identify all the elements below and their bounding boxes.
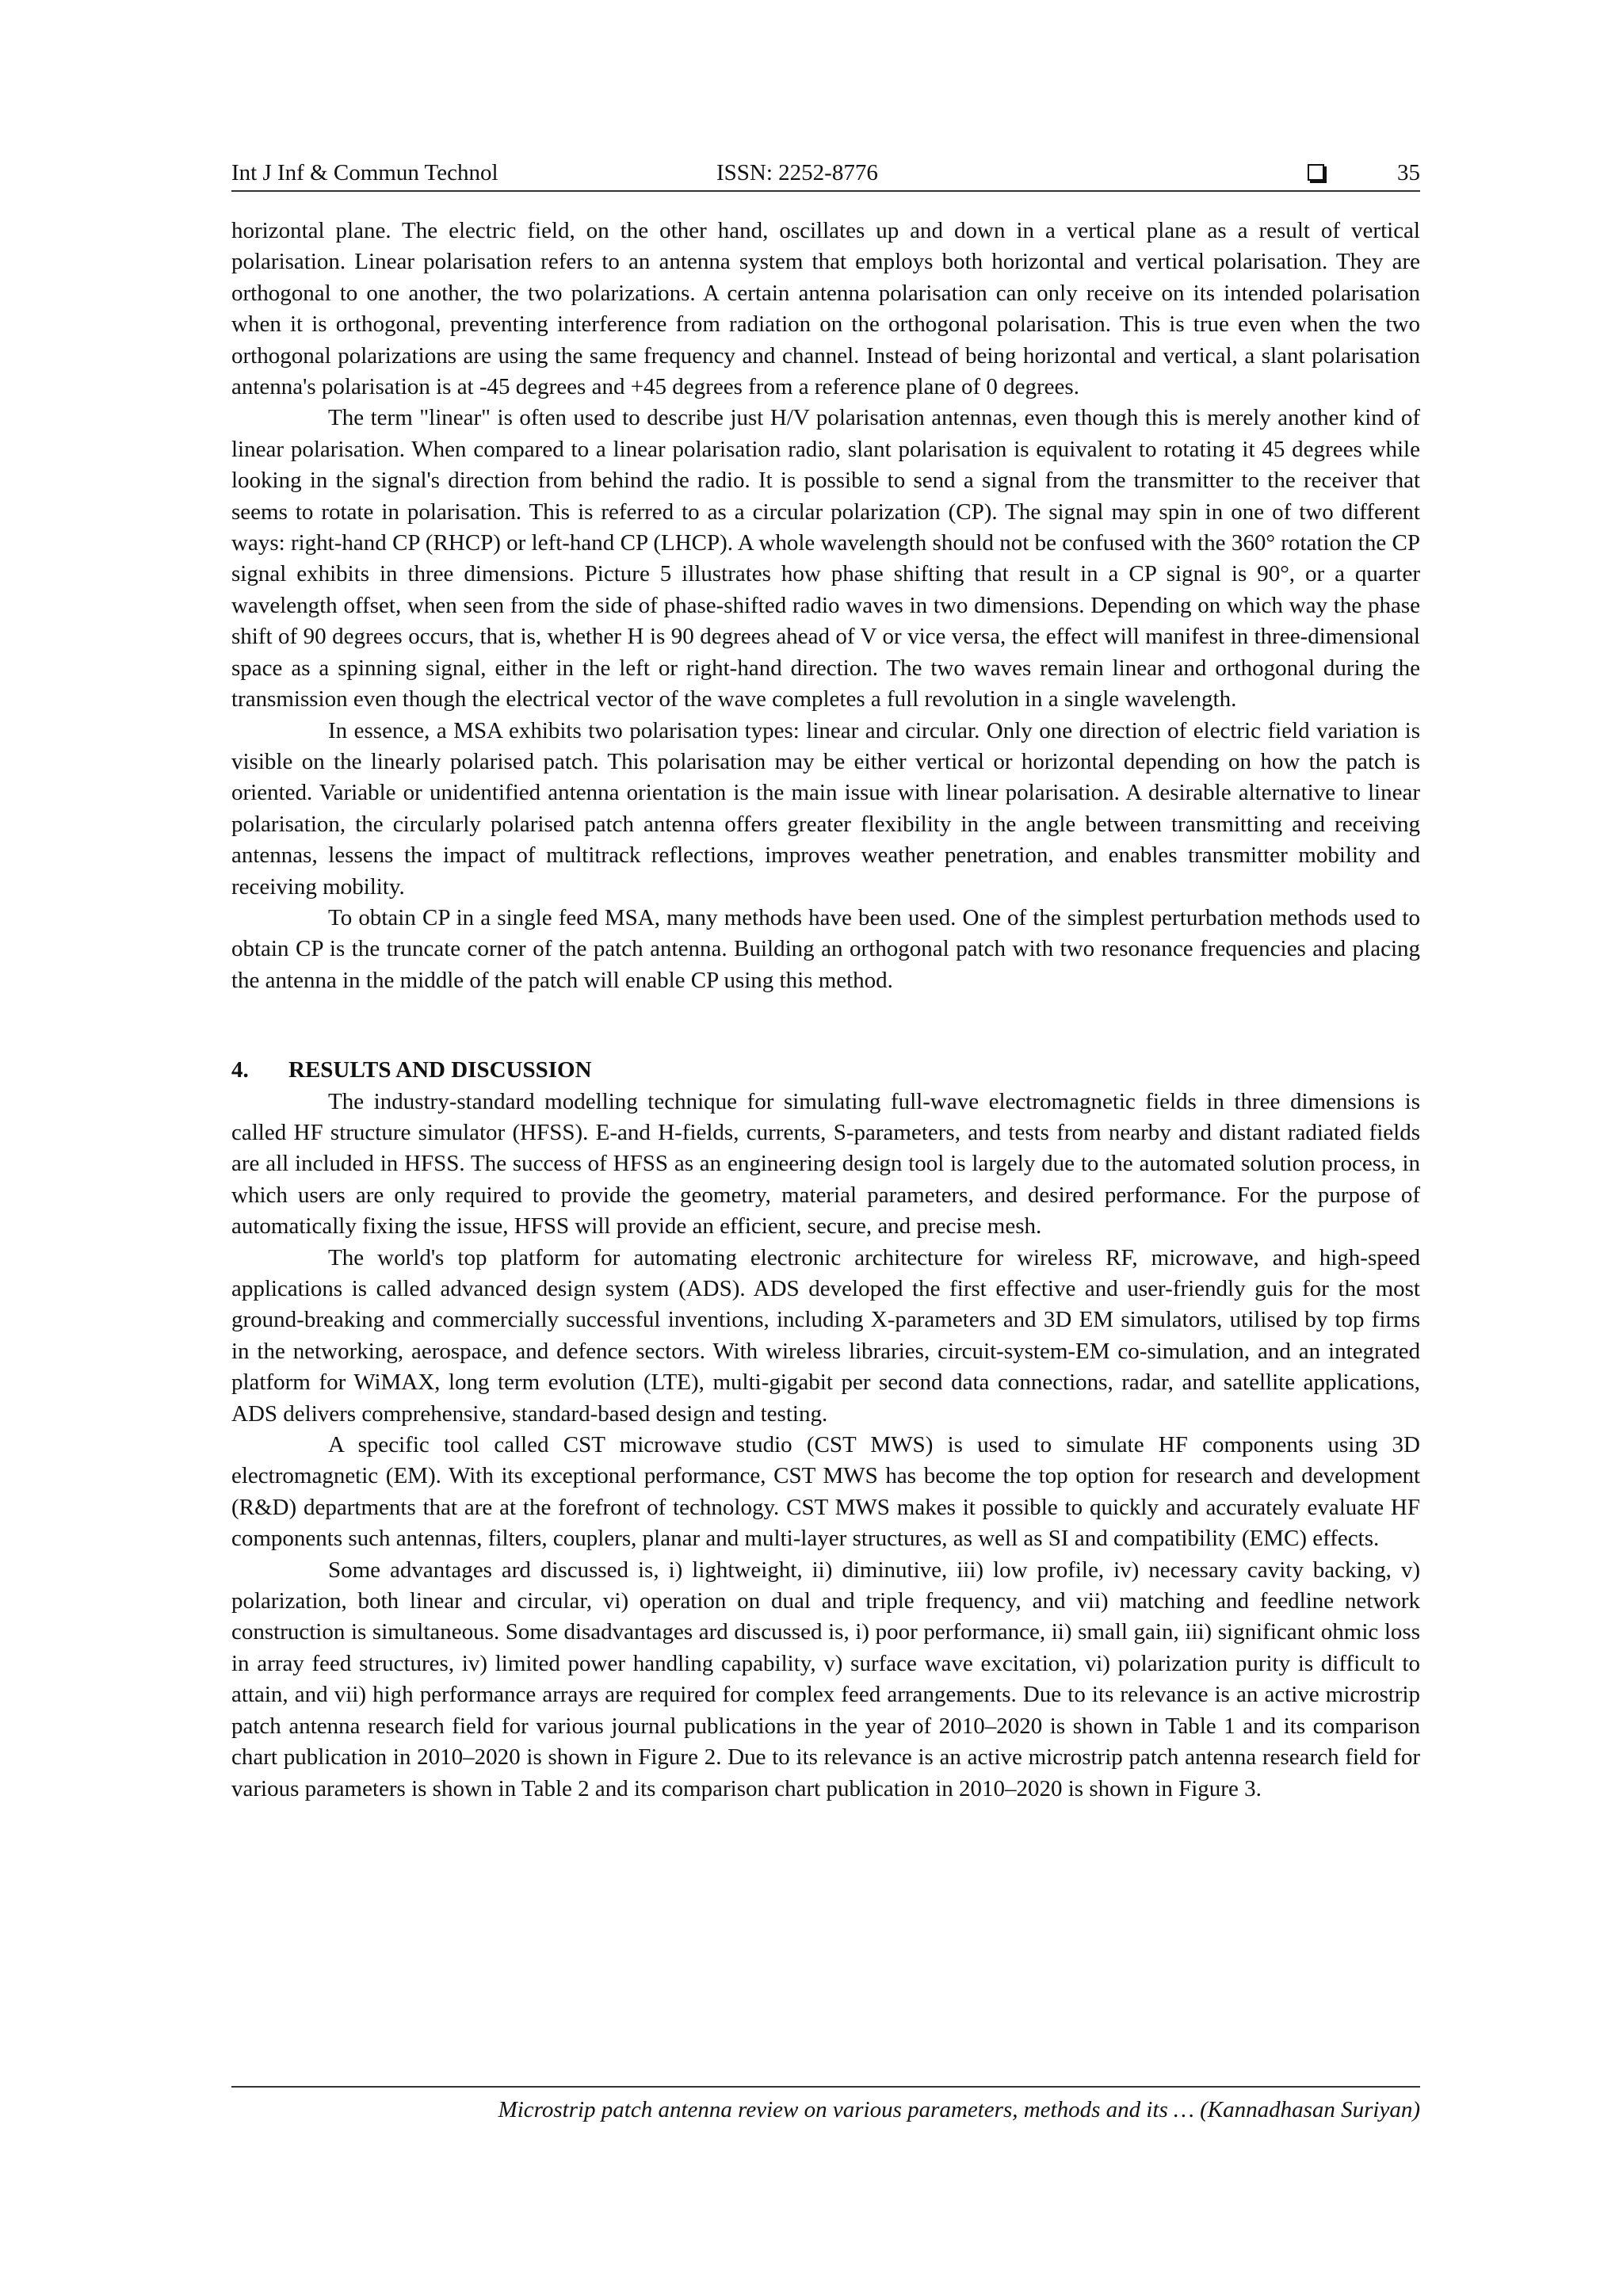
checkbox-square-icon: [1308, 164, 1324, 181]
paragraph: The term "linear" is often used to describe just H/V polarisation antennas, even though this is merely another kind of linear polarisation. When compared to a linear polarisation radio, slant polarisation is equivalent to rotating it 45 degrees while looking in the signal's direction from behind the radio. It is possible to send a signal from the transmitter to the receiver that seems to rotate in polarisation. This is referred to as a circular polarization (CP). The signal may spin in one of two different ways: right-hand CP (RHCP) or left-hand CP (LHCP). A whole wavelength should not be confused with the 360° rotation the CP signal exhibits in three dimensions. Picture 5 illustrates how phase shifting that result in a CP signal is 90°, or a quarter wavelength offset, when seen from the side of phase-shifted radio waves in two dimensions. Depending on which way the phase shift of 90 degrees occurs, that is, whether H is 90 degrees ahead of V or vice versa, the effect will manifest in three-dimensional space as a spinning signal, either in the left or right-hand direction. The two waves remain linear and orthogonal during the transmission even though the electrical vector of the wave completes a full revolution in a single wavelength.: [231, 405, 1420, 712]
paragraph: In essence, a MSA exhibits two polarisation types: linear and circular. Only one direction of electric field variation is visible on the linearly polarised patch. This polarisation may be either vertical or horizontal depending on how the patch is oriented. Variable or unidentified antenna orientation is the main issue with linear polarisation. A desirable alternative to linear polarisation, the circularly polarised patch antenna offers greater flexibility in the angle between transmitting and receiving antennas, lessens the impact of multitrack reflections, improves weather penetration, and enables transmitter mobility and receiving mobility.: [231, 717, 1420, 900]
section-heading: [231, 1055, 1420, 1086]
journal-name: Int J Inf & Commun Technol: [231, 160, 498, 185]
section-number: 4.: [231, 1057, 249, 1083]
paragraph: Some advantages ard discussed is, i) lightweight, ii) diminutive, iii) low profile, iv) necessary cavity backing, v) polarization, both linear and circular, vi) operation on dual and triple frequency, and vii) matching and feedline network construction is simultaneous. Some disadvantages ard discussed is, i) poor performance, ii) small gain, iii) significant ohmic loss in array feed structures, iv) limited power handling capability, v) surface wave excitation, vi) polarization purity is difficult to attain, and vii) high performance arrays are required for complex feed arrangements. Due to its relevance is an active microstrip patch antenna research field for various journal publications in the year of 2010–2020 is shown in Table 1 and its comparison chart publication in 2010–2020 is shown in Figure 2. Due to its relevance is an active microstrip patch antenna research field for various parameters is shown in Table 2 and its comparison chart publication in 2010–2020 is shown in Figure 3.: [231, 1557, 1420, 1801]
section-title: RESULTS AND DISCUSSION: [288, 1057, 592, 1083]
paragraph: The world's top platform for automating electronic architecture for wireless RF, microwave, and high-speed applications is called advanced design system (ADS). ADS developed the first effective and user-friendly guis for the most ground-breaking and commercially successful inventions, including X-parameters and 3D EM simulators, utilised by top firms in the networking, aerospace, and defence sectors. With wireless libraries, circuit-system-EM co-simulation, and an integrated platform for WiMAX, long term evolution (LTE), multi-gigabit per second data connections, radar, and satellite applications, ADS delivers comprehensive, standard-based design and testing.: [231, 1244, 1420, 1427]
running-header: [231, 155, 1420, 192]
paragraph: To obtain CP in a single feed MSA, many methods have been used. One of the simplest perturbation methods used to obtain CP is the truncate corner of the patch antenna. Building an orthogonal patch with two resonance frequencies and placing the antenna in the middle of the patch will enable CP using this method.: [231, 904, 1420, 993]
footer-text: Microstrip patch antenna review on various parameters, methods and its … (Kannadhasan Suriyan): [498, 2097, 1420, 2122]
page-number: 35: [1397, 160, 1420, 185]
body-text: [231, 216, 1420, 1805]
paragraph: The industry-standard modelling technique for simulating full-wave electromagnetic fields in three dimensions is called HF structure simulator (HFSS). E-and H-fields, currents, S-parameters, and tests from nearby and distant radiated fields are all included in HFSS. The success of HFSS as an engineering design tool is largely due to the automated solution process, in which users are only required to provide the geometry, material parameters, and desired performance. For the purpose of automatically fixing the issue, HFSS will provide an efficient, secure, and precise mesh.: [231, 1088, 1420, 1240]
issn: ISSN: 2252-8776: [716, 160, 878, 185]
paragraph: A specific tool called CST microwave studio (CST MWS) is used to simulate HF components using 3D electromagnetic (EM). With its exceptional performance, CST MWS has become the top option for research and development (R&D) departments that are at the forefront of technology. CST MWS makes it possible to quickly and accurately evaluate HF components such antennas, filters, couplers, planar and multi-layer structures, as well as SI and compatibility (EMC) effects.: [231, 1432, 1420, 1552]
running-footer: [231, 2086, 1420, 2126]
page: [231, 0, 1420, 2296]
paragraph: horizontal plane. The electric field, on the other hand, oscillates up and down in a vertical plane as a result of vertical polarisation. Linear polarisation refers to an antenna system that employs both horizontal and vertical polarisation. They are orthogonal to one another, the two polarizations. A certain antenna polarisation can only receive on its intended polarisation when it is orthogonal, preventing interference from radiation on the orthogonal polarisation. This is true even when the two orthogonal polarizations are using the same frequency and channel. Instead of being horizontal and vertical, a slant polarisation antenna's polarisation is at -45 degrees and +45 degrees from a reference plane of 0 degrees.: [231, 218, 1420, 400]
